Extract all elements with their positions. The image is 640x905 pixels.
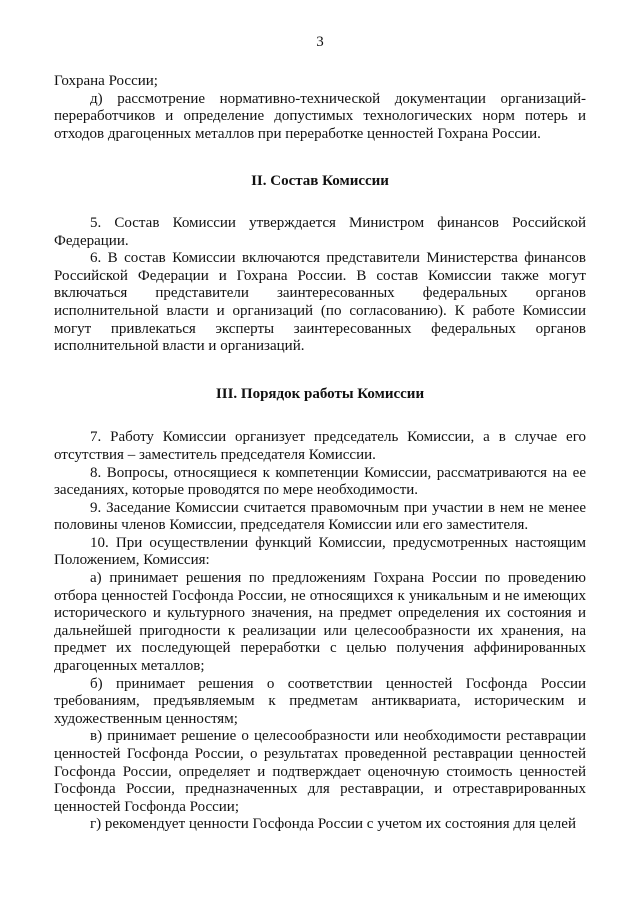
item-g: г) рекомендует ценности Госфонда России с учетом их состояния для целей xyxy=(90,816,576,833)
item-a: а) принимает решения по предложениям Гохрана России по проведению отбора ценностей Госфонда России, не относящихся к уникальным и не имеющих исторического и культурного значения, на предмет определения их состояния и дальнейшей пригодности к реализации или целесообразности их хранения, на предмет их последующей переработки с целью получения аффинированных драгоценных металлов; xyxy=(54,570,586,675)
intro-continuation: Гохранa России; xyxy=(54,73,158,89)
paragraph-7: 7. Работу Комиссии организует председатель Комиссии, а в случае его отсутствия – заместитель председателя Комиссии. xyxy=(54,429,586,463)
document-body xyxy=(54,73,586,834)
paragraph-6: 6. В состав Комиссии включаются представители Министерства финансов Российской Федерации и Гохрана России. В состав Комиссии также могут включаться представители заинтересованных федеральных органов исполнительной власти и организаций (по согласованию). К работе Комиссии могут привлекаться эксперты заинтересованных федеральных органов исполнительной власти и организаций. xyxy=(54,250,586,355)
section-3-title: III. Порядок работы Комиссии xyxy=(215,385,425,402)
item-b: б) принимает решения о соответствии ценностей Госфонда России требованиям, предъявляемым к предметам антиквариата, историческим и художественным ценностям; xyxy=(54,675,586,727)
paragraph-8: 8. Вопросы, относящиеся к компетенции Комиссии, рассматриваются на ее заседаниях, которые проводятся по мере необходимости. xyxy=(54,464,586,499)
paragraph-10: 10. При осуществлении функций Комиссии, предусмотренных настоящим Положением, Комиссия: xyxy=(54,534,586,569)
section-2-title: II. Состав Комиссии xyxy=(251,173,389,190)
item-d: д) рассмотрение нормативно-технической документации организаций-переработчиков и определение допустимых технологических норм потерь и отходов драгоценных металлов при переработке ценностей Гохрана России. xyxy=(54,90,586,142)
item-v: в) принимает решение о целесообразности или необходимости реставрации ценностей Госфонда России, о результатах проведенной реставрации ценностей Госфонда России, определяет и подтверждает оценочную стоимость ценностей Госфонда России, предназначенных для реставрации, и отреставрированных ценностей Госфонда России; xyxy=(54,728,586,815)
page-number: 3 xyxy=(316,34,324,50)
paragraph-9: 9. Заседание Комиссии считается правомочным при участии в нем не менее половины членов Комиссии, председателя Комиссии или его заместителя. xyxy=(54,499,586,534)
paragraph-5: 5. Состав Комиссии утверждается Министром финансов Российской Федерации. xyxy=(54,214,586,249)
